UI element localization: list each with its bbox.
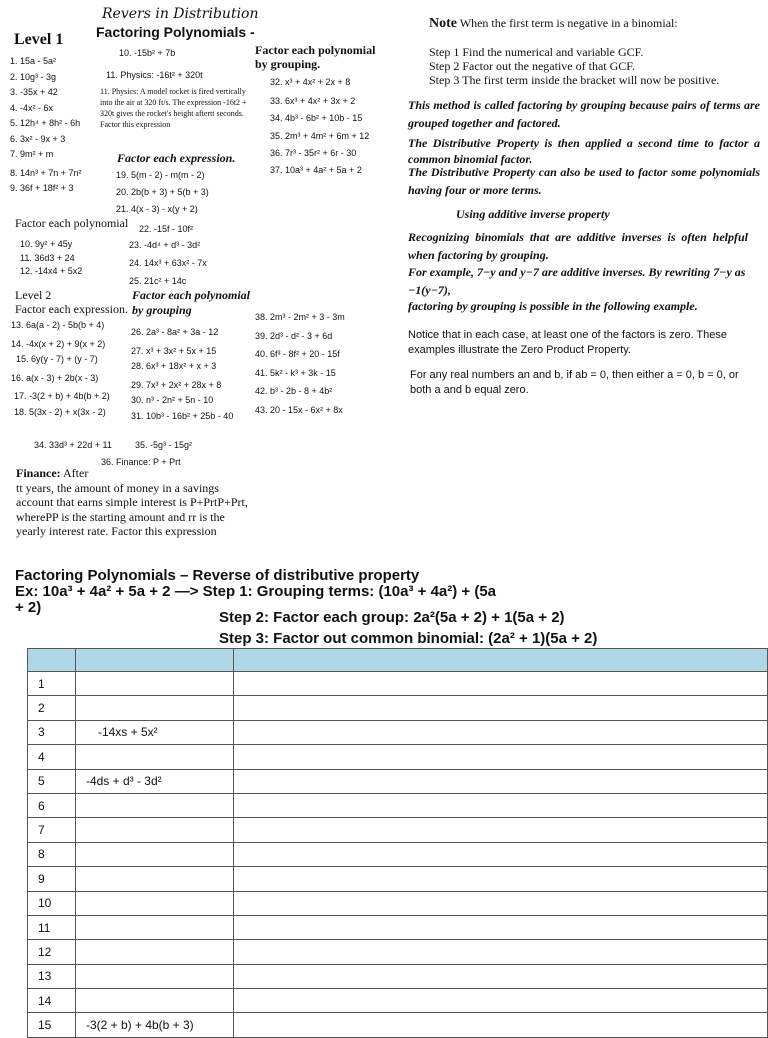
note-label: Note [429, 16, 457, 31]
problem-cell [75, 1013, 233, 1037]
answer-cell[interactable] [233, 989, 767, 1013]
list-item: 35. -5g³ - 15g² [135, 440, 193, 450]
answer-cell[interactable] [233, 745, 767, 769]
answer-cell[interactable] [233, 891, 767, 915]
list-item: 11. Physics: -16t² + 320t [106, 70, 203, 80]
level2-heading: Level 2 [15, 288, 52, 302]
worksheet-example: Ex: 10a³ + 4a² + 5a + 2 —> Step 1: Grouping terms: (10a³ + 4a²) + (5a [15, 583, 497, 600]
note-steps [429, 45, 719, 87]
row-number: 5 [28, 769, 76, 793]
answer-cell[interactable] [233, 769, 767, 793]
answer-cell[interactable] [233, 842, 767, 866]
table-header-row [28, 649, 768, 672]
level1-list-b [20, 238, 82, 278]
list-item: 30. n³ - 2n² + 5n - 10 [131, 395, 214, 405]
answer-cell[interactable] [233, 964, 767, 988]
table-row [28, 769, 768, 793]
problem-cell [75, 745, 233, 769]
list-item: 4. -4x² - 6x [10, 102, 54, 113]
table-row [28, 915, 768, 939]
level2-subheading: Factor each expression. [15, 302, 128, 316]
doc-title: Revers in Distribution [102, 6, 259, 22]
distributive-paragraph: The Distributive Property is then applied a second time to factor a common binomial factor. [408, 136, 760, 166]
answer-cell[interactable] [233, 818, 767, 842]
problem-cell [75, 842, 233, 866]
additive-heading: Using additive inverse property [456, 207, 610, 221]
row-number: 4 [28, 745, 76, 769]
list-item: 3. -35x + 42 [10, 87, 58, 97]
row-number: 10 [28, 891, 76, 915]
zero-product-definition: For any real numbers an and b, if ab = 0, then either a = 0, b = 0, or both a and b equal zero. [410, 369, 739, 396]
list-item: 5. 12h⁴ + 8h² - 6h [10, 118, 81, 128]
list-item: 10. -15b² + 7b [119, 48, 176, 58]
problem-cell [75, 964, 233, 988]
list-item: 33. 6x³ + 4x² + 3x + 2 [270, 96, 356, 107]
problem-cell [75, 769, 233, 793]
list-item: 37. 10a³ + 4a² + 5a + 2 [270, 165, 362, 176]
problem-cell [75, 720, 233, 744]
list-item: 36. Finance: P + Prt [101, 457, 181, 467]
list-item: 2. 10g³ - 3g [10, 71, 57, 82]
zero-product-paragraph: Notice that in each case, at least one of the factors is zero. These examples illustrate the Zero Product Property. [408, 329, 727, 356]
finance-text: After [60, 466, 89, 480]
problem-text: -14xs + 5x² [97, 725, 158, 740]
answer-cell[interactable] [233, 940, 767, 964]
grouping-heading: Factor each polynomial [132, 288, 250, 302]
list-item: 31. 10b³ - 16b² + 25b - 40 [131, 410, 234, 421]
list-item: 24. 14x³ + 63x² - 7x [129, 258, 207, 268]
table-row [28, 940, 768, 964]
table-row [28, 891, 768, 915]
table-row [28, 867, 768, 891]
list-item: 12. -14x4 + 5x2 [20, 266, 83, 276]
level2-list [11, 318, 110, 420]
list-item: 6. 3x² - 9x + 3 [10, 133, 66, 144]
header-cell [28, 649, 76, 672]
list-item: 43. 20 - 15x - 6x² + 8x [255, 404, 343, 415]
row-number: 15 [28, 1013, 76, 1037]
level1-heading: Level 1 [14, 31, 64, 48]
col3-list [270, 74, 369, 179]
row-number: 6 [28, 793, 76, 817]
finance-line: wherePP is the starting amount and rr is the [16, 509, 225, 524]
worksheet-table [27, 648, 768, 1038]
doc-subtitle: Factoring Polynomials - [96, 24, 255, 40]
row-number: 14 [28, 989, 76, 1013]
col2-list [116, 167, 209, 218]
problem-text: -4ds + d³ - 3d² [85, 774, 162, 789]
row-number: 13 [28, 964, 76, 988]
physics-problem: 11. Physics: A model rocket is fired vertically into the air at 320 ft/s. The expression -16t2 + 320t gives the rocket's height aftertt seconds. Factor this expression [100, 87, 247, 129]
table-row [28, 842, 768, 866]
list-item: 18. 5(3x - 2) + x(3x - 2) [14, 406, 106, 417]
list-item: 26. 2a³ - 8a² + 3a - 12 [131, 327, 219, 337]
finance-label: Finance: [16, 466, 61, 480]
list-item: 32. x³ + 4x² + 2x + 8 [270, 77, 351, 87]
list-item: 9. 36f + 18f² + 3 [10, 183, 74, 193]
note-text: When the first term is negative in a binomial: [457, 16, 678, 30]
row-number: 3 [28, 720, 76, 744]
problem-cell [75, 793, 233, 817]
worksheet-step3: Step 3: Factor out common binomial: (2a² + 1)(5a + 2) [219, 630, 598, 647]
finance-problem [16, 466, 248, 539]
level1-list [10, 54, 82, 197]
list-item: 14. -4x(x + 2) + 9(x + 2) [11, 338, 106, 349]
list-item: 7. 9m² + m [10, 149, 54, 159]
row-number: 9 [28, 867, 76, 891]
worksheet-step2: Step 2: Factor each group: 2a²(5a + 2) + 1(5a + 2) [219, 609, 565, 626]
table-row [28, 989, 768, 1013]
problem-cell [75, 818, 233, 842]
list-item: 28. 6x³ + 18x² + x + 3 [131, 361, 217, 371]
list-item: 34. 33d³ + 22d + 11 [34, 440, 112, 450]
finance-line: account that earns simple interest is P+PrtP+Prt, [16, 495, 248, 509]
table-row [28, 793, 768, 817]
list-item: 39. 2d³ - d² - 3 + 6d [255, 330, 333, 341]
list-item: 34. 4b³ - 6b² + 10b - 15 [270, 113, 363, 124]
answer-cell[interactable] [233, 672, 767, 696]
list-item: 13. 6a(a - 2) - 5b(b + 4) [11, 320, 105, 330]
list-item: 22. -15f - 10f² [139, 224, 194, 234]
list-item: 23. -4d⁴ + d³ - 3d² [129, 240, 201, 250]
grouping-paragraph: This method is called factoring by grouping because pairs of terms are grouped together and factored. [408, 98, 760, 130]
additive-paragraph: Recognizing binomials that are additive inverses is often helpful when factoring by grouping. [408, 230, 748, 262]
additive-example: For example, 7−y and y−7 are additive inverses. By rewriting 7−y as −1(y−7), [408, 265, 746, 297]
col2-list-c [131, 325, 233, 424]
list-item: 36. 7r³ - 35r² + 6r - 30 [270, 147, 357, 158]
list-item: 38. 2m³ - 2m² + 3 - 3m [255, 312, 345, 322]
header-cell [233, 649, 767, 672]
note [429, 16, 678, 32]
table-row [28, 745, 768, 769]
answer-cell[interactable] [233, 696, 767, 720]
list-item: Step 3 The first term inside the bracket will now be positive. [429, 73, 720, 87]
list-item: 17. -3(2 + b) + 4b(b + 2) [14, 391, 110, 401]
list-item: Step 2 Factor out the negative of that GCF. [429, 59, 636, 73]
problem-cell [75, 989, 233, 1013]
problem-cell [75, 915, 233, 939]
list-item: 20. 2b(b + 3) + 5(b + 3) [116, 187, 209, 197]
problem-text: -3(2 + b) + 4b(b + 3) [85, 1018, 194, 1033]
factor-poly-label: Factor each polynomial [15, 216, 129, 230]
worksheet-example-cont: + 2) [15, 599, 42, 616]
col3-heading: Factor each polynomial [255, 43, 376, 57]
list-item: Step 1 Find the numerical and variable GCF. [429, 45, 644, 59]
list-item: 35. 2m³ + 4m² + 6m + 12 [270, 130, 370, 141]
table-row [28, 964, 768, 988]
worksheet-title: Factoring Polynomials – Reverse of distributive property [15, 567, 420, 584]
list-item: 25. 21c² + 14c [129, 276, 187, 286]
row-number: 12 [28, 940, 76, 964]
answer-cell[interactable] [233, 793, 767, 817]
list-item: 16. a(x - 3) + 2b(x - 3) [11, 372, 99, 383]
problem-cell [75, 867, 233, 891]
list-item: 41. 5k² - k³ + 3k - 15 [255, 367, 336, 378]
table-row [28, 1013, 768, 1037]
problem-cell [75, 672, 233, 696]
list-item: 10. 9y² + 45y [20, 239, 73, 249]
row-number: 7 [28, 818, 76, 842]
factor-expr-heading: Factor each expression. [117, 151, 236, 165]
table-row [28, 818, 768, 842]
answer-cell[interactable] [233, 1013, 767, 1037]
answer-cell[interactable] [233, 867, 767, 891]
answer-cell[interactable] [233, 915, 767, 939]
table-row [28, 720, 768, 744]
list-item: 11. 36d3 + 24 [20, 253, 75, 263]
table-row [28, 672, 768, 696]
list-item: 27. x³ + 3x² + 5x + 15 [131, 345, 217, 356]
list-item: 8. 14n³ + 7n + 7n² [10, 167, 82, 178]
list-item: 19. 5(m - 2) - m(m - 2) [116, 170, 205, 180]
answer-cell[interactable] [233, 720, 767, 744]
list-item: 29. 7x³ + 2x² + 28x + 8 [131, 379, 222, 390]
list-item: 42. b³ - 2b - 8 + 4b² [255, 386, 333, 396]
problem-cell [75, 696, 233, 720]
col2-list-b [129, 236, 207, 290]
list-item: 1. 15a - 5a² [10, 56, 57, 66]
row-number: 11 [28, 915, 76, 939]
grouping-heading-2: by grouping [132, 303, 192, 317]
header-cell [75, 649, 233, 672]
list-item: 15. 6y(y - 7) + (y - 7) [16, 354, 98, 364]
table-row [28, 696, 768, 720]
distributive-paragraph-2: The Distributive Property can also be used to factor some polynomials having four or more terms. [408, 165, 760, 197]
row-number: 1 [28, 672, 76, 696]
list-item: 40. 6f³ - 8f² + 20 - 15f [255, 349, 340, 359]
problem-cell [75, 891, 233, 915]
finance-line: tt years, the amount of money in a savings [16, 480, 219, 495]
problem-cell [75, 940, 233, 964]
row-number: 2 [28, 696, 76, 720]
row-number: 8 [28, 842, 76, 866]
col3-list-b [255, 310, 345, 418]
col3-heading-2: by grouping. [255, 57, 321, 71]
list-item: 21. 4(x - 3) - x(y + 2) [116, 204, 198, 214]
finance-line: yearly interest rate. Factor this expression [16, 524, 217, 538]
grouping-example: factoring by grouping is possible in the following example. [408, 299, 698, 313]
